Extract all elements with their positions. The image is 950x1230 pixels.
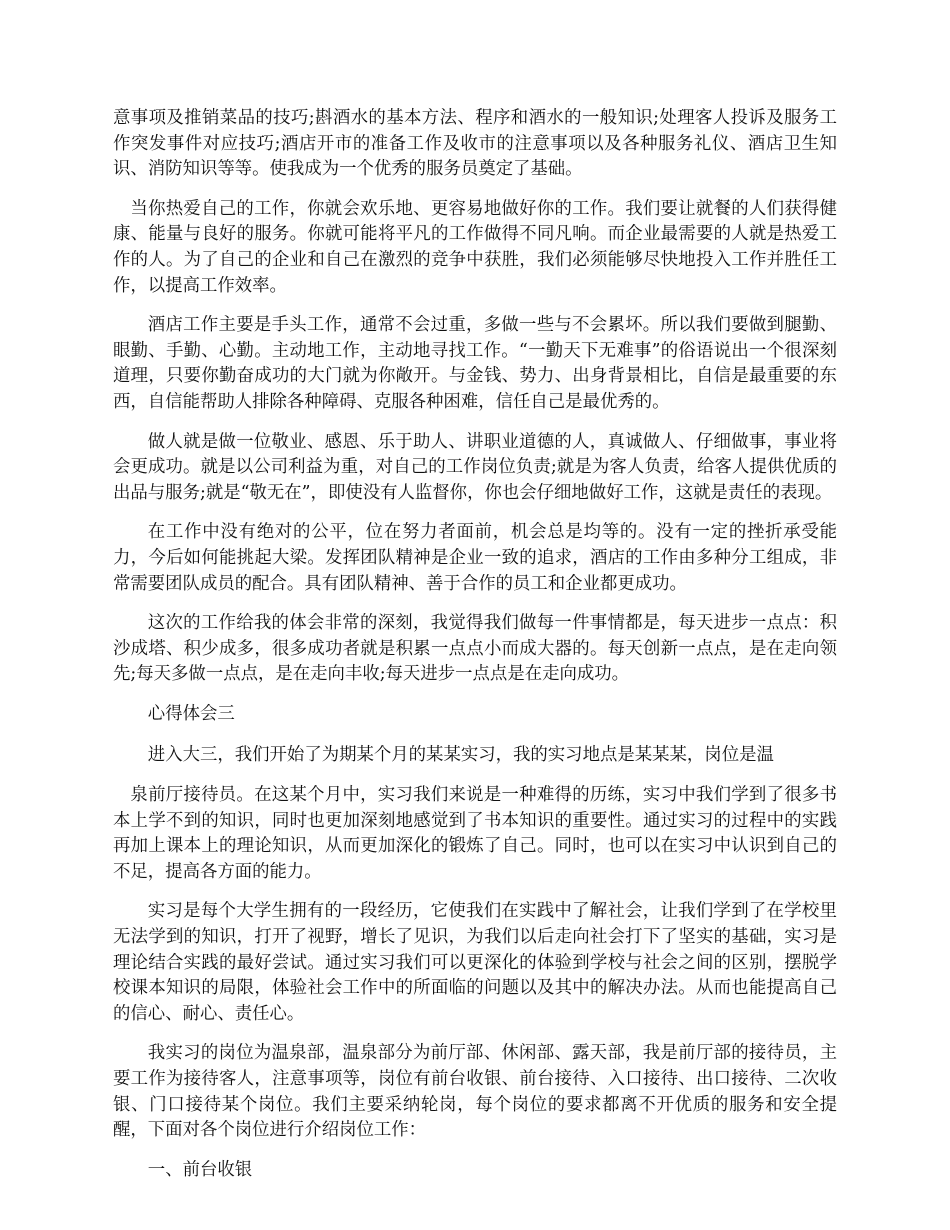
paragraph-1: 意事项及推销菜品的技巧;斟酒水的基本方法、程序和酒水的一般知识;处理客人投诉及服务工作突发事件对应技巧;酒店开市的准备工作及收市的注意事项以及各种服务礼仪、酒店卫生知识、消防知识等等。使我成为一个优秀的服务员奠定了基础。 (113, 108, 837, 180)
paragraph-2: 当你热爱自己的工作，你就会欢乐地、更容易地做好你的工作。我们要让就餐的人们获得健康、能量与良好的服务。你就可能将平凡的工作做得不同凡响。而企业最需要的人就是热爱工作的人。为了自己的企业和自己在激烈的竞争中获胜，我们必须能够尽快地投入工作并胜任工作，以提高工作效率。 (113, 198, 837, 296)
paragraph-10: 我实习的岗位为温泉部，温泉部分为前厅部、休闲部、露天部，我是前厅部的接待员，主要工作为接待客人，注意事项等，岗位有前台收银、前台接待、入口接待、出口接待、二次收银、门口接待某个岗位。我们主要采纳轮岗，每个岗位的要求都离不开优质的服务和安全提醒，下面对各个岗位进行介绍岗位工作： (113, 1043, 837, 1141)
subsection-heading: 一、前台收银 (147, 1159, 253, 1180)
paragraph-6: 这次的工作给我的体会非常的深刻，我觉得我们做每一件事情都是，每天进步一点点：积沙成塔、积少成多，很多成功者就是积累一点点小而成大器的。每天创新一点点，是在走向领先;每天多做一点点，是在走向丰收;每天进步一点点是在走向成功。 (113, 613, 837, 685)
paragraph-7: 进入大三，我们开始了为期某个月的某某实习，我的实习地点是某某某，岗位是温 (147, 745, 774, 766)
paragraph-9: 实习是每个大学生拥有的一段经历，它使我们在实践中了解社会，让我们学到了在学校里无法学到的知识，打开了视野，增长了见识，为我们以后走向社会打下了坚实的基础，实习是理论结合实践的最好尝试。通过实习我们可以更深化的体验到学校与社会之间的区别，摆脱学校课本知识的局限，体验社会工作中的所面临的问题以及其中的解决办法。从而也能提高自己的信心、耐心、责任心。 (113, 901, 837, 1024)
section-heading: 心得体会三 (147, 703, 235, 724)
paragraph-5: 在工作中没有绝对的公平，位在努力者面前，机会总是均等的。没有一定的挫折承受能力，今后如何能挑起大梁。发挥团队精神是企业一致的追求，酒店的工作由多种分工组成，非常需要团队成员的配合。具有团队精神、善于合作的员工和企业都更成功。 (113, 522, 837, 594)
document-page (113, 106, 837, 1197)
paragraph-8: 泉前厅接待员。在这某个月中，实习我们来说是一种难得的历练，实习中我们学到了很多书本上学不到的知识，同时也更加深刻地感觉到了书本知识的重要性。通过实习的过程中的实践再加上课本上的理论知识，从而更加深化的锻炼了自己。同时，也可以在实习中认识到自己的不足，提高各方面的能力。 (113, 785, 837, 882)
paragraph-4: 做人就是做一位敬业、感恩、乐于助人、讲职业道德的人，真诚做人、仔细做事，事业将会更成功。就是以公司利益为重，对自己的工作岗位负责;就是为客人负责，给客人提供优质的出品与服务;就是“敬无在”，即使没有人监督你，你也会仔细地做好工作，这就是责任的表现。 (113, 431, 837, 503)
paragraph-3: 酒店工作主要是手头工作，通常不会过重，多做一些与不会累坏。所以我们要做到腿勤、眼勤、手勤、心勤。主动地工作，主动地寻找工作。“一勤天下无难事”的俗语说出一个很深刻道理，只要你勤奋成功的大门就为你敞开。与金钱、势力、出身背景相比，自信是最重要的东西，自信能帮助人排除各种障碍、克服各种困难，信任自己是最优秀的。 (113, 315, 837, 412)
